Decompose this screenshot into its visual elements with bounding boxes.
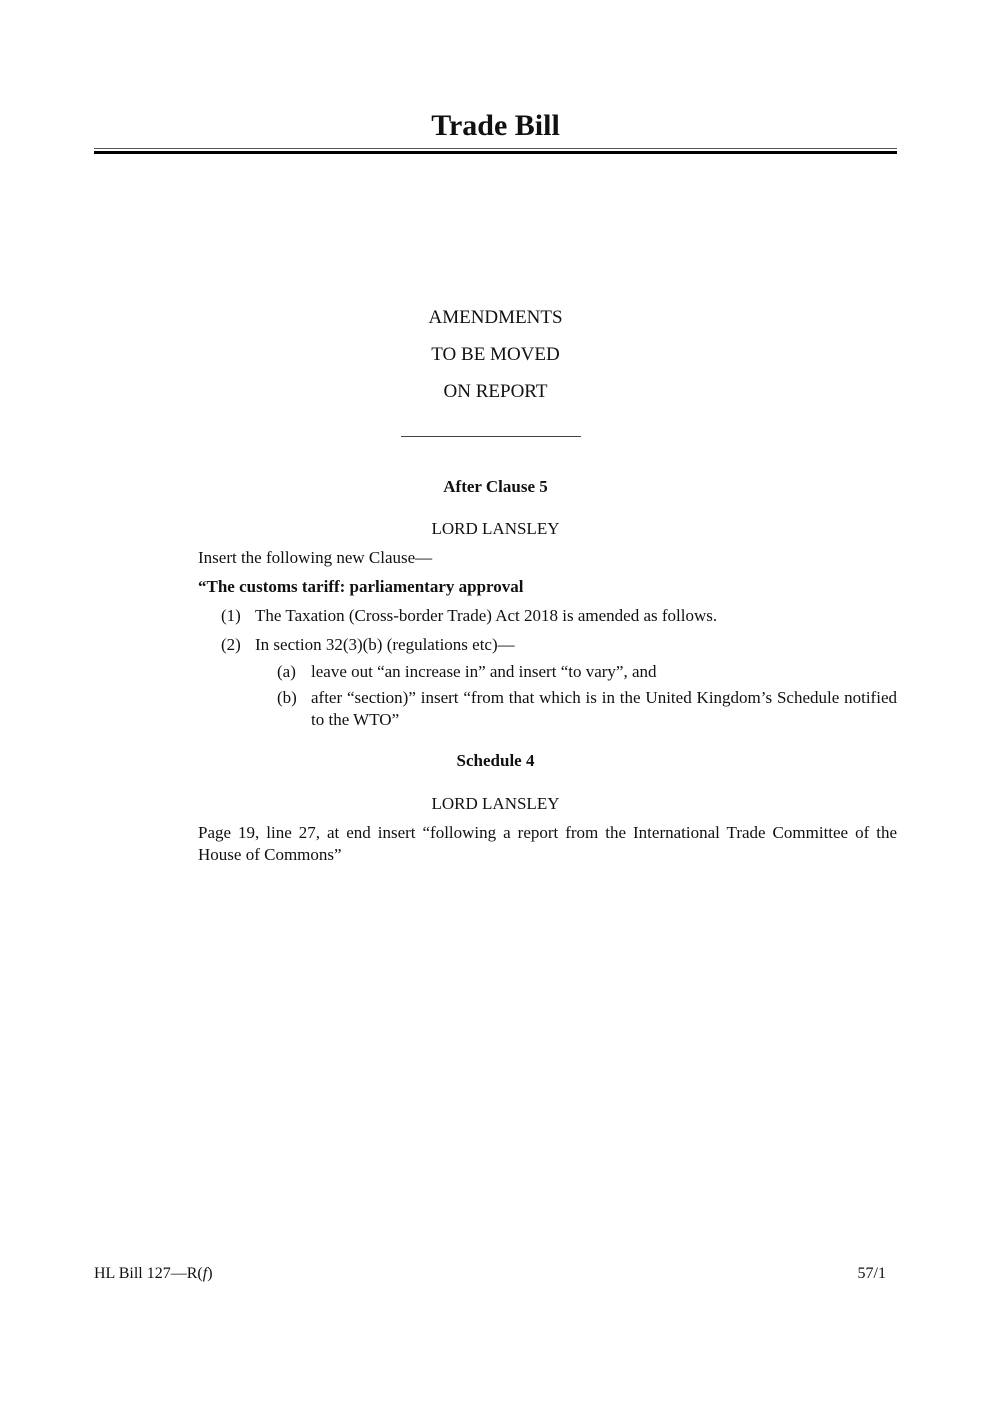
paragraph-number: (a) [277,662,296,681]
paragraph-text: leave out “an increase in” and insert “to vary”, and [311,662,657,681]
bill-title: Trade Bill [431,109,560,142]
heading-line-3: ON REPORT [443,381,548,402]
subsection-number: (1) [221,606,241,625]
heading-divider [401,436,581,437]
paragraph-a [277,661,657,683]
amendment-intro: Insert the following new Clause— [198,548,433,567]
subsection-text: The Taxation (Cross-border Trade) Act 2018 is amended as follows. [255,606,718,625]
page-reference: 57/1 [857,1265,886,1282]
paragraph-b [277,687,897,731]
section-heading-after-clause-5: After Clause 5 [443,477,548,496]
section-heading-schedule-4: Schedule 4 [456,751,535,770]
title-rule-thick [94,151,897,154]
new-clause-title: “The customs tariff: parliamentary approval [198,577,524,596]
subsection-2 [221,634,515,656]
paragraph-text: after “section)” insert “from that which is in the United Kingdom’s Schedule notified to the WTO” [311,688,897,729]
subsection-1 [221,605,717,627]
subsection-number: (2) [221,635,241,654]
bill-reference-prefix: HL Bill 127—R( [94,1265,203,1282]
bill-reference-suffix: ) [207,1265,213,1282]
member-name: LORD LANSLEY [431,794,560,813]
paragraph-number: (b) [277,688,297,707]
heading-line-2: TO BE MOVED [431,344,560,365]
bill-reference [94,1264,213,1284]
member-name: LORD LANSLEY [431,519,560,538]
heading-line-1: AMENDMENTS [428,307,563,328]
subsection-text: In section 32(3)(b) (regulations etc)— [255,635,515,654]
title-rule-thin [94,148,897,149]
bill-reference-italic: f [202,1265,208,1282]
amendment-text: Page 19, line 27, at end insert “following a report from the International Trade Committee of the House of Commons” [198,823,897,864]
